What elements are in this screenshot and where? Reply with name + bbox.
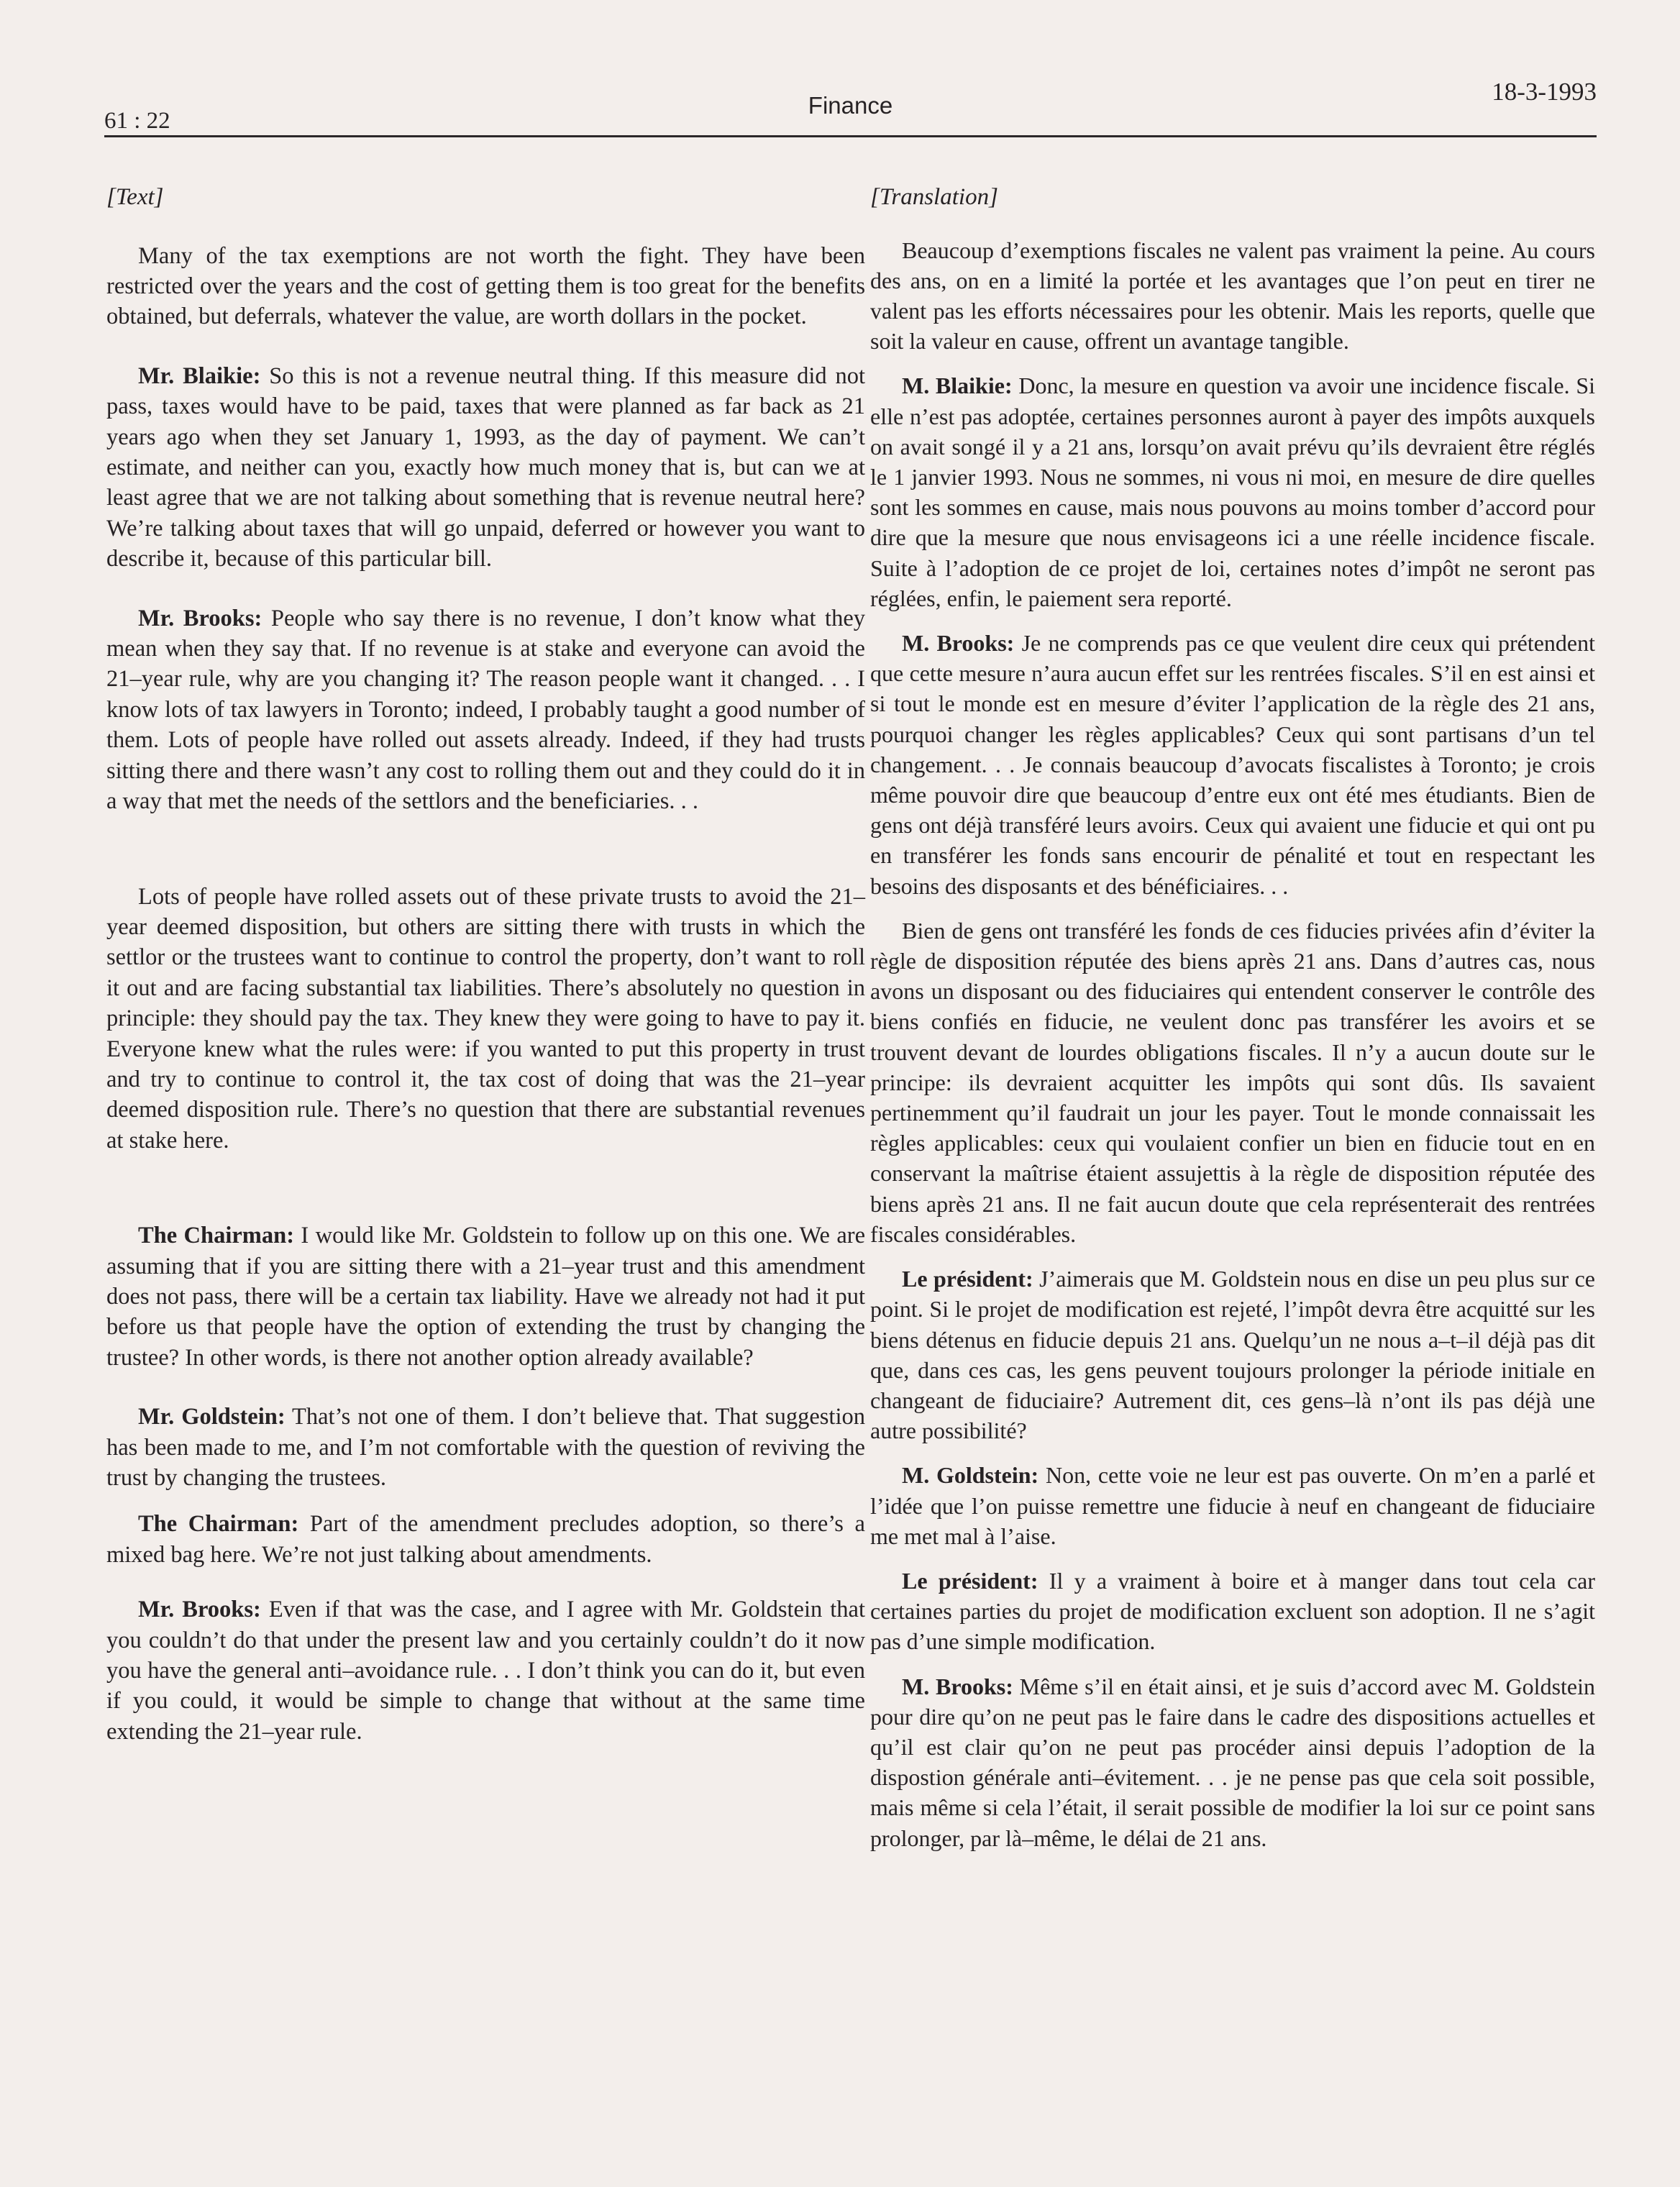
paragraph: The Chairman: I would like Mr. Goldstein to follow up on this one. We are assuming that if you are sitting there with a 21–year trust and this amendment does not pass, there will be a certain tax liability. Have we already not had it put before us that people have the option of extending the trust by changing the trustee? In other words, is there not another option already available?	[106, 1223, 866, 1371]
paragraph: Bien de gens ont transféré les fonds de ces fiducies privées afin d’éviter la règle de disposition réputée des biens après 21 ans. Dans d’autres cas, nous avons un disposant ou des fiduciaires qui entendent conserver le contrôle des biens confiés en fiducie, ne veulent donc pas transférer les avoirs et se trouvent devant de lourdes obligations fiscales. Il n’y a aucun doute sur le principe: ils devraient acquitter les impôts qui sont dûs. Ils savaient pertinemment qu’il faudrait un jour les payer. Tout le monde connaissait les règles applicables: ceux qui voulaient confier un bien en fiducie tout en en conservant la maîtrise étaient assujettis à la règle de disposition réputée des biens après 21 ans. Il ne fait aucun doute que cela représenterait des rentrées fiscales considérables.	[870, 917, 1595, 1247]
speaker-name: M. Brooks:	[902, 1673, 1013, 1699]
paragraph: The Chairman: Part of the amendment precludes adoption, so there’s a mixed bag here. We’re not just talking about amendments.	[106, 1511, 865, 1568]
french-column	[870, 183, 1595, 1853]
paragraph: M. Goldstein: Non, cette voie ne leur est pas ouverte. On m’en a parlé et l’idée que l’on puisse remettre une fiducie à neuf en changeant de fiduciaire me met mal à l’aise.	[870, 1462, 1596, 1549]
speaker-name: M. Brooks:	[902, 630, 1015, 657]
paragraph: Lots of people have rolled assets out of these private trusts to avoid the 21–year deemed disposition, but others are sitting there with trusts in which the settlor or the trustees want to continue to control the property, don’t want to roll it out and are facing substantial tax liabilities. There’s absolutely no question in principle: they should pay the tax. They knew they were going to have to pay it. Everyone knew what the rules were: if you wanted to put this property in trust and try to continue to control it, the tax cost of doing that was the 21–year deemed disposition rule. There’s no question that there are substantial revenues at stake here.	[106, 883, 865, 1154]
speaker-name: Mr. Goldstein:	[138, 1404, 286, 1430]
speaker-name: Mr. Brooks:	[138, 605, 262, 631]
paragraph: M. Blaikie: Donc, la mesure en question va avoir une incidence fiscale. Si elle n’est pas adoptée, certaines personnes auront à payer des impôts auxquels on avait songé il y a 21 ans, lorsqu’on avait prévu qu’ils devraient être réglés le 1 janvier 1993. Nous ne sommes, ni vous ni moi, en mesure de dire quelles sont les sommes en cause, mais nous pouvons au moins tomber d’accord pour dire que la mesure que nous envisageons ici a une réelle incidence fiscale. Suite à l’adoption de ce projet de loi, certaines notes d’impôt ne seront pas réglées, enfin, le paiement sera reporté.	[870, 373, 1596, 611]
speaker-name: Le président:	[902, 1266, 1033, 1292]
english-column	[106, 183, 865, 1747]
speaker-name: Mr. Brooks:	[138, 1597, 261, 1623]
speaker-name: M. Blaikie:	[902, 373, 1013, 399]
paragraph: Le président: Il y a vraiment à boire et à manger dans tout cela car certaines parties du projet de modification excluent son adoption. Il ne s’agit pas d’une simple modification.	[870, 1567, 1596, 1655]
sitting-date: 18-3-1993	[1492, 78, 1597, 106]
paragraph: Le président: J’aimerais que M. Goldstein nous en dise un peu plus sur ce point. Si le projet de modification est rejeté, l’impôt devra être acquitté sur les biens détenus en fiducie depuis 21 ans. Quelqu’un ne nous a–t–il déjà pas dit que, dans ces cas, les gens peuvent toujours prolonger la période initiale en changeant de fiduciaire? Autrement dit, ces gens–là n’ont ils pas déjà une autre possibilité?	[870, 1266, 1596, 1444]
column-label-translation: [Translation]	[870, 184, 998, 210]
speaker-name: Mr. Blaikie:	[138, 362, 261, 389]
paragraph: M. Brooks: Même s’il en était ainsi, et je suis d’accord avec M. Goldstein pour dire qu’on ne peut pas le faire dans le cadre des dispositions actuelles et qu’il est clair qu’on ne peut pas procéder ainsi depuis l’adoption de la dispostion générale anti–évitement. . . je ne pense pas que cela soit possible, mais même si cela l’était, il serait possible de modifier la loi sur ce point sans prolonger, par là–même, le délai de 21 ans.	[870, 1673, 1595, 1851]
paragraph: Many of the tax exemptions are not worth the fight. They have been restricted over the years and the cost of getting them is too great for the benefits obtained, but deferrals, whatever the value, are worth dollars in the pocket.	[106, 242, 865, 330]
speaker-name: Le président:	[902, 1567, 1038, 1594]
speaker-name: The Chairman:	[138, 1223, 295, 1249]
paragraph: Beaucoup d’exemptions fiscales ne valent pas vraiment la peine. Au cours des ans, on en a limité la portée et les avantages que l’on peut en tirer ne valent pas les efforts nécessaires pour les obtenir. Mais les reports, quelle que soit la valeur en cause, offrent un avantage tangible.	[870, 237, 1595, 355]
speaker-name: The Chairman:	[138, 1511, 299, 1538]
paragraph: Mr. Goldstein: That’s not one of them. I don’t believe that. That suggestion has been made to me, and I’m not comfortable with the question of reviving the trust by changing the trustees.	[106, 1404, 865, 1491]
column-label-text: [Text]	[106, 184, 164, 210]
paragraph: Mr. Blaikie: So this is not a revenue neutral thing. If this measure did not pass, taxes would have to be paid, taxes that were planned as far back as 21 years ago when they set January 1, 1993, as the day of payment. We can’t estimate, and neither can you, exactly how much money that is, but can we at least agree that we are not talking about something that is revenue neutral here? We’re talking about taxes that will go unpaid, deferred or however you want to describe it, because of this particular bill.	[106, 362, 865, 572]
speaker-name: M. Goldstein:	[902, 1462, 1039, 1489]
page-number: 61 : 22	[104, 108, 170, 134]
paragraph: M. Brooks: Je ne comprends pas ce que veulent dire ceux qui prétendent que cette mesure n’aura aucun effet sur les rentrées fiscales. S’il en est ainsi et si tout le monde est en mesure d’éviter l’application de la règle des 21 ans, pourquoi changer les règles applicables? Ceux qui sont partisans d’un tel changement. . . Je connais beaucoup d’avocats fiscalistes à Toronto; je crois même pouvoir dire que beaucoup d’entre eux ont été mes étudiants. Bien de gens ont déjà transféré leurs avoirs. Ceux qui avaient une fiducie et qui ont pu en transférer les fonds sans encourir de pénalité et tout en respectant les besoins des disposants et des bénéficiaires. . .	[870, 630, 1596, 899]
paragraph: Mr. Brooks: People who say there is no revenue, I don’t know what they mean when they say that. If no revenue is at stake and everyone can avoid the 21–year rule, why are you changing it? The reason people want it changed. . . I know lots of tax lawyers in Toronto; indeed, I probably taught a good number of them. Lots of people have rolled out assets already. Indeed, if they had trusts sitting there and there wasn’t any cost to rolling them out and they could do it in a way that met the needs of the settlors and the beneficiaries. . .	[106, 605, 865, 815]
paragraph: Mr. Brooks: Even if that was the case, and I agree with Mr. Goldstein that you couldn’t do that under the present law and you certainly couldn’t do it now you have the general anti–avoidance rule. . . I don’t think you can do it, but even if you could, it would be simple to change that without at the same time extending the 21–year rule.	[106, 1597, 865, 1745]
committee-title: Finance	[808, 92, 893, 119]
page-header	[104, 78, 1597, 137]
